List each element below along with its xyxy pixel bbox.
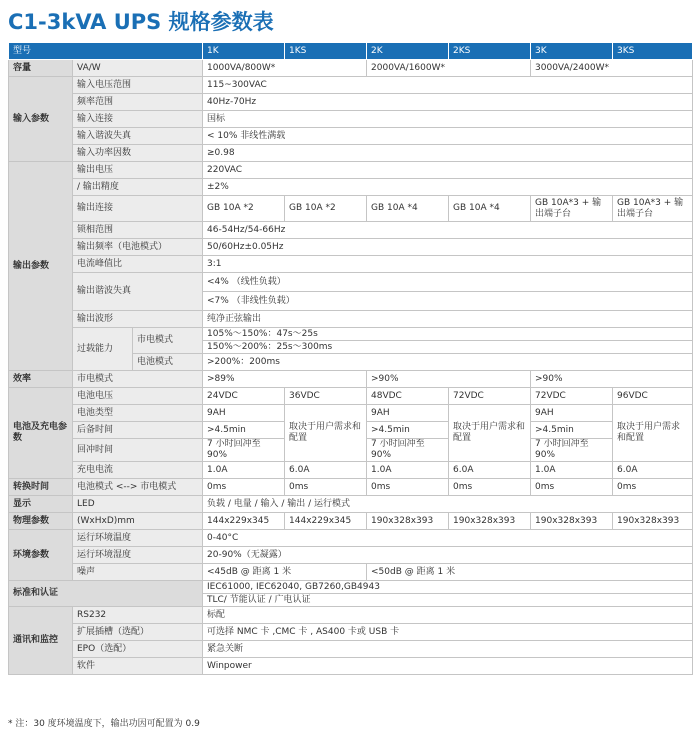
- cell-value: 0ms: [285, 479, 367, 496]
- cell-value: 取决于用户需求和配置: [449, 405, 531, 462]
- cell-value: 190x328x393: [613, 513, 693, 530]
- row-label: 电流峰值比: [73, 256, 203, 273]
- cell-value: 3000VA/2400W*: [531, 60, 693, 77]
- cell-value: 72VDC: [449, 388, 531, 405]
- cell-value: >90%: [367, 371, 531, 388]
- row-label: 输入连接: [73, 111, 203, 128]
- cell-value: <4% （线性负载）: [203, 273, 693, 292]
- cell-value: 190x328x393: [449, 513, 531, 530]
- cell-value: 标配: [203, 607, 693, 624]
- cell-value: 0ms: [613, 479, 693, 496]
- footnote: * 注：30 度环境温度下，输出功因可配置为 0.9: [8, 719, 200, 729]
- cell-value: 40Hz-70Hz: [203, 94, 693, 111]
- category-display: 显示: [9, 496, 73, 513]
- category-input: 输入参数: [9, 77, 73, 162]
- category-output: 输出参数: [9, 162, 73, 371]
- row-label: EPO（选配）: [73, 641, 203, 658]
- cell-value: 190x328x393: [531, 513, 613, 530]
- category-communication: 通讯和监控: [9, 607, 73, 675]
- row-label: 扩展插槽（选配）: [73, 624, 203, 641]
- table-row: [9, 256, 693, 273]
- cell-value: 1000VA/800W*: [203, 60, 367, 77]
- cell-value: 0ms: [203, 479, 285, 496]
- header-model: 3K: [531, 43, 613, 60]
- table-row: [9, 311, 693, 328]
- cell-value: 1.0A: [531, 462, 613, 479]
- row-label: 回冲时间: [73, 439, 203, 462]
- header-model-label: 型号: [9, 43, 203, 60]
- cell-value: 7 小时回冲至 90%: [367, 439, 449, 462]
- row-label: 输出连接: [73, 196, 203, 222]
- category-physical: 物理参数: [9, 513, 73, 530]
- row-label: 市电模式: [73, 371, 203, 388]
- cell-value: GB 10A*3 + 输出端子台: [531, 196, 613, 222]
- table-row: [9, 513, 693, 530]
- row-label: 输入谐波失真: [73, 128, 203, 145]
- cell-value: 1.0A: [367, 462, 449, 479]
- cell-value: 0ms: [367, 479, 449, 496]
- cell-value: 2000VA/1600W*: [367, 60, 531, 77]
- cell-value: 6.0A: [613, 462, 693, 479]
- category-standards: 标准和认证: [9, 581, 203, 607]
- row-label: 输出波形: [73, 311, 203, 328]
- overload-mode-battery: 电池模式: [133, 354, 203, 371]
- table-row: [9, 496, 693, 513]
- category-battery: 电池及充电参数: [9, 388, 73, 479]
- row-label: 输入功率因数: [73, 145, 203, 162]
- cell-value: 负载 / 电量 / 输入 / 输出 / 运行模式: [203, 496, 693, 513]
- table-row: [9, 273, 693, 292]
- cell-value: 取决于用户需求和配置: [285, 405, 367, 462]
- cell-value: GB 10A *4: [449, 196, 531, 222]
- cell-value: 9AH: [531, 405, 613, 422]
- cell-value: 144x229x345: [285, 513, 367, 530]
- header-model: 1K: [203, 43, 285, 60]
- cell-value: 72VDC: [531, 388, 613, 405]
- cell-value: 50/60Hz±0.05Hz: [203, 239, 693, 256]
- table-row: [9, 530, 693, 547]
- cell-value: 46-54Hz/54-66Hz: [203, 222, 693, 239]
- cell-value: 24VDC: [203, 388, 285, 405]
- spec-table: [8, 42, 693, 675]
- header-model: 1KS: [285, 43, 367, 60]
- table-header-row: [9, 43, 693, 60]
- category-transfer: 转换时间: [9, 479, 73, 496]
- table-row: [9, 547, 693, 564]
- table-row: [9, 462, 693, 479]
- cell-value: 96VDC: [613, 388, 693, 405]
- row-label: 噪声: [73, 564, 203, 581]
- header-model: 3KS: [613, 43, 693, 60]
- row-label: 运行环境温度: [73, 530, 203, 547]
- table-row: [9, 371, 693, 388]
- table-row: [9, 607, 693, 624]
- row-label: 后备时间: [73, 422, 203, 439]
- cell-value: 115~300VAC: [203, 77, 693, 94]
- cell-value: 190x328x393: [367, 513, 449, 530]
- cell-value: Winpower: [203, 658, 693, 675]
- cell-value: 6.0A: [449, 462, 531, 479]
- table-row: [9, 222, 693, 239]
- cell-value: 144x229x345: [203, 513, 285, 530]
- row-label: 输入电压范围: [73, 77, 203, 94]
- table-row: [9, 196, 693, 222]
- table-row: [9, 405, 693, 422]
- row-label: 电池模式 <--> 市电模式: [73, 479, 203, 496]
- cell-value: 取决于用户需求和配置: [613, 405, 693, 462]
- cell-value: ±2%: [203, 179, 693, 196]
- row-label: (WxHxD)mm: [73, 513, 203, 530]
- page-title: C1-3kVA UPS 规格参数表: [8, 10, 274, 34]
- cell-value: 0ms: [449, 479, 531, 496]
- cell-value: 0ms: [531, 479, 613, 496]
- cell-value: >90%: [531, 371, 693, 388]
- table-row: [9, 77, 693, 94]
- cell-value: <50dB @ 距离 1 米: [367, 564, 693, 581]
- row-label: 输出频率（电池模式）: [73, 239, 203, 256]
- cell-value: 150%～200%：25s～300ms: [203, 341, 693, 354]
- cell-value: >4.5min: [367, 422, 449, 439]
- cell-value: 0-40°C: [203, 530, 693, 547]
- cell-value: 220VAC: [203, 162, 693, 179]
- cell-value: >89%: [203, 371, 367, 388]
- cell-value: 9AH: [203, 405, 285, 422]
- cell-value: 7 小时回冲至 90%: [531, 439, 613, 462]
- header-model: 2KS: [449, 43, 531, 60]
- category-efficiency: 效率: [9, 371, 73, 388]
- table-row: [9, 564, 693, 581]
- row-label: 输出谐波失真: [73, 273, 203, 311]
- table-row: [9, 328, 693, 341]
- cell-value: < 10% 非线性满载: [203, 128, 693, 145]
- table-row: [9, 239, 693, 256]
- cell-value: 9AH: [367, 405, 449, 422]
- row-label: 充电电流: [73, 462, 203, 479]
- table-row: [9, 145, 693, 162]
- category-environment: 环境参数: [9, 530, 73, 581]
- cell-value: >200%：200ms: [203, 354, 693, 371]
- cell-value: ≥0.98: [203, 145, 693, 162]
- row-label: 电池类型: [73, 405, 203, 422]
- cell-value: GB 10A *4: [367, 196, 449, 222]
- table-row: [9, 94, 693, 111]
- cell-value: >4.5min: [531, 422, 613, 439]
- cell-value: 36VDC: [285, 388, 367, 405]
- table-row: [9, 479, 693, 496]
- table-row: [9, 624, 693, 641]
- cell-value: 可选择 NMC 卡 ,CMC 卡 , AS400 卡或 USB 卡: [203, 624, 693, 641]
- row-label: / 输出精度: [73, 179, 203, 196]
- row-label: 运行环境湿度: [73, 547, 203, 564]
- row-label: 锁相范围: [73, 222, 203, 239]
- cell-value: 7 小时回冲至 90%: [203, 439, 285, 462]
- row-label: 软件: [73, 658, 203, 675]
- cell-value: >4.5min: [203, 422, 285, 439]
- cell-value: 20-90%（无凝露）: [203, 547, 693, 564]
- table-row: [9, 162, 693, 179]
- header-model: 2K: [367, 43, 449, 60]
- cell-value: <45dB @ 距离 1 米: [203, 564, 367, 581]
- cell-value: IEC61000, IEC62040, GB7260,GB4943: [203, 581, 693, 594]
- table-row: [9, 128, 693, 145]
- row-label: 频率范围: [73, 94, 203, 111]
- table-row: [9, 179, 693, 196]
- cell-value: 48VDC: [367, 388, 449, 405]
- table-row: [9, 111, 693, 128]
- cell-value: TLC/ 节能认证 / 广电认证: [203, 594, 693, 607]
- cell-value: GB 10A *2: [203, 196, 285, 222]
- table-row: [9, 388, 693, 405]
- cell-value: GB 10A*3 + 输出端子台: [613, 196, 693, 222]
- cell-value: <7% （非线性负载）: [203, 292, 693, 311]
- cell-value: 国标: [203, 111, 693, 128]
- table-row: [9, 581, 693, 594]
- table-row: [9, 658, 693, 675]
- table-row: [9, 641, 693, 658]
- row-label: 过载能力: [73, 328, 133, 371]
- cell-value: 3:1: [203, 256, 693, 273]
- cell-value: 纯净正弦输出: [203, 311, 693, 328]
- row-label: LED: [73, 496, 203, 513]
- cell-value: GB 10A *2: [285, 196, 367, 222]
- cell-value: 105%～150%：47s～25s: [203, 328, 693, 341]
- row-label: VA/W: [73, 60, 203, 77]
- table-row: [9, 60, 693, 77]
- row-label: RS232: [73, 607, 203, 624]
- row-label: 电池电压: [73, 388, 203, 405]
- row-label: 输出电压: [73, 162, 203, 179]
- overload-mode-mains: 市电模式: [133, 328, 203, 354]
- cell-value: 紧急关断: [203, 641, 693, 658]
- cell-value: 6.0A: [285, 462, 367, 479]
- cell-value: 1.0A: [203, 462, 285, 479]
- category-capacity: 容量: [9, 60, 73, 77]
